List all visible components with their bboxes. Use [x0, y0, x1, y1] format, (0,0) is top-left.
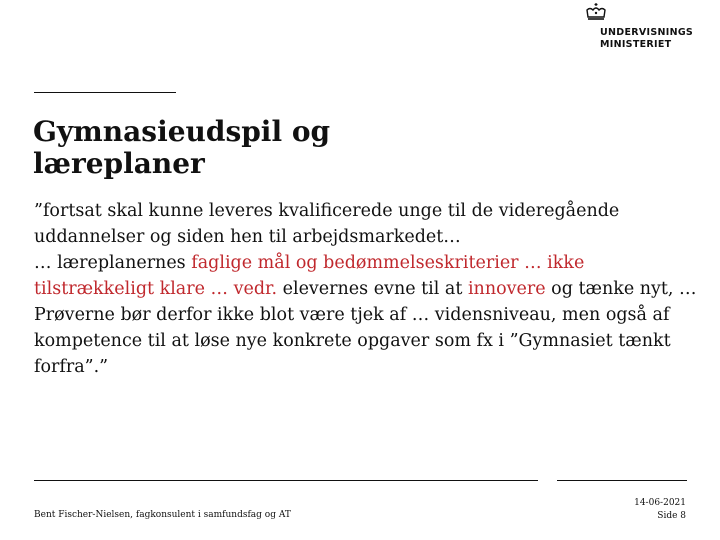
- para2-text-b: elevernes evne til at: [277, 279, 468, 299]
- crown-icon: [584, 2, 608, 24]
- body-paragraph-1: ”fortsat skal kunne leveres kvalificerede unge til de videregående uddannelser og siden hen til arbejdsmarkedet…: [34, 201, 620, 247]
- logo-text-line2: MINISTERIET: [600, 39, 672, 50]
- footer-divider-right: [557, 480, 687, 481]
- ministry-logo: [578, 0, 708, 56]
- title-line-1: Gymnasieudspil og: [33, 115, 331, 148]
- slide-body: [34, 198, 698, 380]
- body-paragraph-2: [34, 250, 698, 302]
- top-divider: [34, 92, 176, 93]
- para2-highlight-2: innovere: [467, 279, 546, 299]
- footer-author: Bent Fischer-Nielsen, fagkonsulent i samfundsfag og AT: [34, 510, 291, 520]
- footer-divider-left: [34, 480, 538, 481]
- footer-date: 14-06-2021: [634, 498, 686, 508]
- footer-meta: [634, 497, 686, 523]
- logo-text-line1: UNDERVISNINGS: [600, 27, 694, 38]
- para2-text-a: … læreplanernes: [34, 253, 192, 273]
- slide-title: [33, 116, 533, 180]
- footer-page-number: Side 8: [657, 511, 686, 521]
- title-line-2: læreplaner: [33, 147, 205, 180]
- para2-text-c: og tænke nyt, …: [545, 279, 697, 299]
- para2-highlight-1: faglige mål og bedømmelseskriterier … ikke tilstrækkeligt klare … vedr.: [34, 253, 585, 299]
- body-paragraph-3: Prøverne bør derfor ikke blot være tjek af … vidensniveau, men også af kompetence til at løse nye konkrete opgaver som fx i ”Gymnasiet tænkt forfra”.”: [34, 305, 671, 377]
